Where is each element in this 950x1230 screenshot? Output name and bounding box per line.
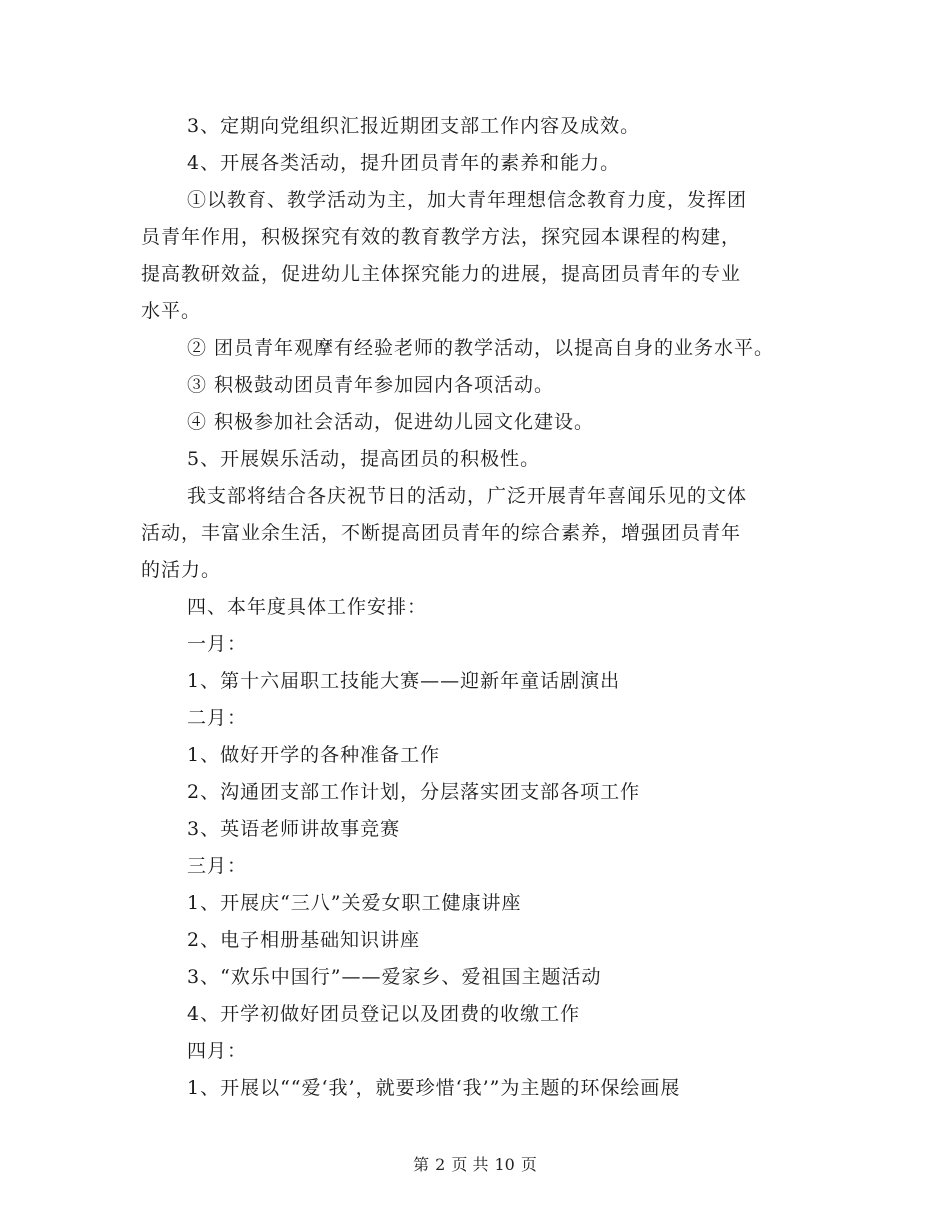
footer-middle: 页 共 <box>451 1155 489 1174</box>
list-item: 1、第十六届职工技能大赛——迎新年童话剧演出 <box>187 670 621 692</box>
text-line: ③ 积极鼓动团员青年参加园内各项活动。 <box>187 374 555 396</box>
text-line: 我支部将结合各庆祝节日的活动，广泛开展青年喜闻乐见的文体 <box>187 485 748 507</box>
text-line: 5、开展娱乐活动，提高团员的积极性。 <box>187 448 541 470</box>
text-line: 的活力。 <box>141 559 222 581</box>
text-line: 水平。 <box>141 300 202 322</box>
month-heading: 三月： <box>187 855 248 877</box>
text-line: 3、定期向党组织汇报近期团支部工作内容及成效。 <box>187 115 641 137</box>
list-item: 2、电子相册基础知识讲座 <box>187 929 421 951</box>
list-item: 1、开展庆“三八”关爱女职工健康讲座 <box>187 892 522 914</box>
text-line: ② 团员青年观摩有经验老师的教学活动，以提高自身的业务水平。 <box>187 337 775 359</box>
list-item: 1、做好开学的各种准备工作 <box>187 744 441 766</box>
text-line: 提高教研效益，促进幼儿主体探究能力的进展，提高团员青年的专业 <box>141 263 742 285</box>
text-line: 员青年作用，积极探究有效的教育教学方法，探究园本课程的构建， <box>141 226 742 248</box>
month-heading: 四月： <box>187 1040 248 1062</box>
page-number: 2 <box>435 1155 446 1174</box>
month-heading: 二月： <box>187 707 248 729</box>
list-item: 1、开展以““爱‘我’，就要珍惜‘我’”为主题的环保绘画展 <box>187 1077 681 1099</box>
footer-prefix: 第 <box>413 1155 430 1174</box>
text-line: ④ 积极参加社会活动，促进幼儿园文化建设。 <box>187 411 595 433</box>
text-line: 4、开展各类活动，提升团员青年的素养和能力。 <box>187 152 621 174</box>
list-item: 3、英语老师讲故事竞赛 <box>187 818 401 840</box>
footer-suffix: 页 <box>520 1155 537 1174</box>
total-pages: 10 <box>494 1155 515 1174</box>
text-line: 活动，丰富业余生活，不断提高团员青年的综合素养，增强团员青年 <box>141 522 742 544</box>
text-line: ①以教育、教学活动为主，加大青年理想信念教育力度，发挥团 <box>187 189 748 211</box>
list-item: 2、沟通团支部工作计划，分层落实团支部各项工作 <box>187 781 641 803</box>
month-heading: 一月： <box>187 633 248 655</box>
list-item: 3、“欢乐中国行”——爱家乡、爱祖国主题活动 <box>187 966 602 988</box>
document-body <box>141 108 831 1107</box>
section-heading: 四、本年度具体工作安排： <box>187 596 428 618</box>
page-footer <box>0 1152 950 1175</box>
list-item: 4、开学初做好团员登记以及团费的收缴工作 <box>187 1003 581 1025</box>
